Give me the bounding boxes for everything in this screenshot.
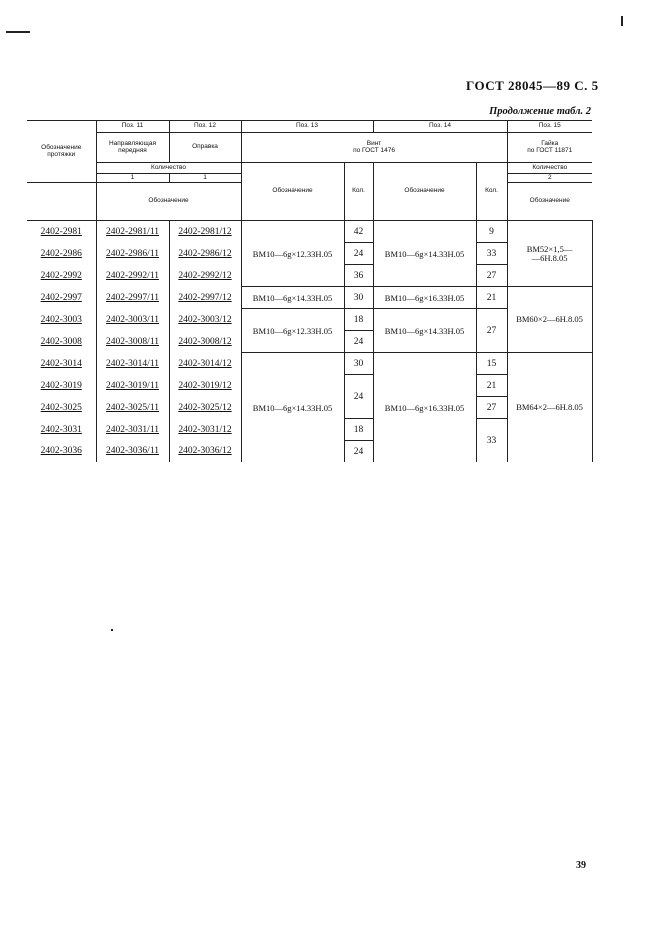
pos13-quantity: 24 [344,441,373,463]
broach-designation: 2402-3003 [40,314,82,325]
pos11-designation: 2402-2986/11 [96,243,169,265]
pos14-screw-designation: ВМ10—6g×14.33Н.05 [373,309,476,353]
pos12-designation: 2402-3014/12 [169,353,241,375]
pos12-designation: 2402-2997/12 [169,287,241,309]
broach-designation: 2402-2992 [40,270,82,281]
header-designation-15: Обозначение [507,183,592,221]
pos14-quantity: 33 [476,419,507,463]
header-nut-name: Гайка [541,139,559,147]
header-qty-13: Кол. [344,163,373,221]
header-quantity-15: Количество [507,163,592,174]
pos12-designation: 2402-3019/12 [169,375,241,397]
header-screw-standard: по ГОСТ 1476 [353,146,395,154]
pos11-designation: 2402-3014/11 [96,353,169,375]
pos13-quantity: 30 [344,287,373,309]
table-row [27,287,592,309]
pos12-designation: 2402-2981/12 [169,221,241,243]
broach-designation: 2402-3025 [40,402,82,413]
pos13-screw-designation: ВМ10—6g×14.33Н.05 [241,353,344,463]
broach-designation: 2402-2997 [40,292,82,303]
pos13-quantity: 42 [344,221,373,243]
header-designation: Обозначение протяжки [27,121,96,183]
pos11-designation: 2402-3019/11 [96,375,169,397]
pos14-screw-designation: ВМ10—6g×14.33Н.05 [373,221,476,287]
header-nut [507,133,592,163]
pos12-designation: 2402-3008/12 [169,331,241,353]
pos15-nut-designation: ВМ60×2—6Н.8.05 [507,287,592,353]
pos14-quantity: 33 [476,243,507,265]
pos12-designation: 2402-3031/12 [169,419,241,441]
pos12-designation: 2402-3003/12 [169,309,241,331]
pos13-quantity: 24 [344,375,373,419]
pos11-designation: 2402-2997/11 [96,287,169,309]
pos14-quantity: 15 [476,353,507,375]
pos12-designation: 2402-2992/12 [169,265,241,287]
header-pos11: Поз. 11 [96,121,169,133]
pos13-quantity: 36 [344,265,373,287]
pos13-quantity: 18 [344,419,373,441]
broach-designation: 2402-2981 [40,226,82,237]
header-qty-14: Кол. [476,163,507,221]
pos11-designation: 2402-3031/11 [96,419,169,441]
pos13-quantity: 18 [344,309,373,331]
table-row [27,221,592,243]
page-header-title: ГОСТ 28045—89 С. 5 [466,78,599,93]
header-pos11-name: Направляющая передняя [96,133,169,163]
header-pos12: Поз. 12 [169,121,241,133]
header-designation-11-12: Обозначение [96,183,241,221]
header-pos14: Поз. 14 [373,121,507,133]
broach-designation: 2402-3019 [40,380,82,391]
table-continuation-label: Продолжение табл. 2 [489,106,591,117]
header-nut-standard: по ГОСТ 11871 [527,146,573,154]
pos15-nut-designation: ВМ52×1,5— —6Н.8.05 [507,221,592,287]
header-pos12-name: Оправка [169,133,241,163]
broach-designation: 2402-2986 [40,248,82,259]
pos14-quantity: 27 [476,309,507,353]
pos11-designation: 2402-2981/11 [96,221,169,243]
header-screw-name: Винт [366,139,382,147]
header-qty-value-12: 1 [169,174,241,183]
pos13-quantity: 24 [344,331,373,353]
pos14-screw-designation: ВМ10—6g×16.33Н.05 [373,287,476,309]
pos14-quantity: 27 [476,265,507,287]
pos13-screw-designation: ВМ10—6g×12.33Н.05 [241,309,344,353]
specification-table [27,120,593,462]
pos13-screw-designation: ВМ10—6g×14.33Н.05 [241,287,344,309]
pos11-designation: 2402-2992/11 [96,265,169,287]
scan-mark-top-left [6,31,30,33]
scan-speck [111,629,113,631]
header-pos13: Поз. 13 [241,121,373,133]
pos12-designation: 2402-2986/12 [169,243,241,265]
pos13-screw-designation: ВМ10—6g×12.33Н.05 [241,221,344,287]
page-number: 39 [576,860,586,871]
pos13-quantity: 24 [344,243,373,265]
header-screw [241,133,507,163]
table-header [27,121,592,221]
pos14-quantity: 27 [476,397,507,419]
pos11-designation: 2402-3025/11 [96,397,169,419]
pos11-designation: 2402-3008/11 [96,331,169,353]
broach-designation: 2402-3014 [40,358,82,369]
header-qty-value-11: 1 [96,174,169,183]
header-pos15: Поз. 15 [507,121,592,133]
header-designation-14: Обозначение [373,163,476,221]
pos12-designation: 2402-3036/12 [169,441,241,463]
pos13-quantity: 30 [344,353,373,375]
broach-designation: 2402-3008 [40,336,82,347]
header-designation-13: Обозначение [241,163,344,221]
pos12-designation: 2402-3025/12 [169,397,241,419]
pos14-quantity: 21 [476,287,507,309]
broach-designation: 2402-3036 [40,446,82,457]
pos14-quantity: 9 [476,221,507,243]
broach-designation: 2402-3031 [40,424,82,435]
pos14-screw-designation: ВМ10—6g×16.33Н.05 [373,353,476,463]
pos15-nut-designation: ВМ64×2—6Н.8.05 [507,353,592,463]
header-qty-value-15: 2 [507,174,592,183]
header-quantity-11-12: Количество [96,163,241,174]
pos14-quantity: 21 [476,375,507,397]
pos11-designation: 2402-3036/11 [96,441,169,463]
scan-mark-top-right [621,16,623,26]
pos11-designation: 2402-3003/11 [96,309,169,331]
table-row [27,353,592,375]
table-body [27,221,592,463]
